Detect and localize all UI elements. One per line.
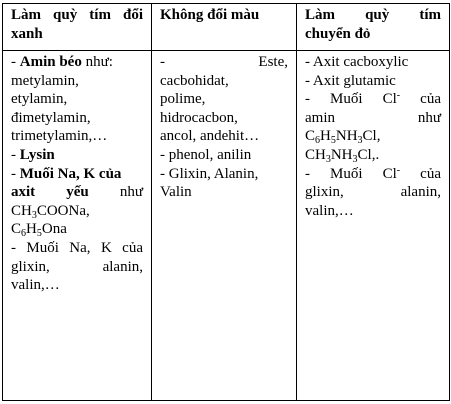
lysin-label: Lysin xyxy=(19,146,55,163)
red-formula-1: $C_6H_5NH_3Cl$, xyxy=(305,128,381,147)
amin-item: trimetylamin,… xyxy=(11,128,108,145)
header-1-line-1: Làm quỳ tím đổi xyxy=(11,7,143,23)
cl-superscript: - xyxy=(396,164,401,176)
no-change-line-6: - phenol, anilin xyxy=(160,146,252,163)
amino-salts-line-3: valin,… xyxy=(11,277,60,294)
header-turns-blue xyxy=(3,4,152,51)
salt-formula-2: $C_6H_5Ona$ xyxy=(11,221,67,240)
amin-label: Amin béo xyxy=(19,54,82,70)
no-change-line-1: - Este, xyxy=(160,54,288,70)
salts-suffix: như xyxy=(119,184,143,201)
red-muoi-line-2: amin như xyxy=(305,109,441,126)
header-no-change xyxy=(152,4,297,51)
cell-turns-blue xyxy=(3,51,152,401)
salt-formula-1: $CH_3COONa$, xyxy=(11,202,90,221)
no-change-line-3: polime, xyxy=(160,91,206,108)
red-muoi-line-1: - Muối Cl- của xyxy=(305,90,441,108)
red-formula-2: $CH_3NH_3Cl$,. xyxy=(305,146,380,165)
amin-item: đimetylamin, xyxy=(11,109,91,126)
red-muoi2-line-1: - Muối Cl- của xyxy=(305,164,441,182)
amino-salts-line-1: - Muối Na, K của xyxy=(11,239,143,256)
salts-line-1: - Muối Na, K của xyxy=(11,165,122,182)
no-change-line-2: cacbohidat, xyxy=(160,72,229,89)
cell-no-change xyxy=(152,51,297,401)
header-3-line-2: chuyển đỏ xyxy=(305,25,371,42)
no-change-line-8: Valin xyxy=(160,184,192,201)
red-line-1: - Axit cacboxylic xyxy=(305,54,409,70)
amin-suffix: như: xyxy=(85,54,113,70)
amin-item: metylamin, xyxy=(11,72,79,89)
header-3-line-1: Làm quỳ tím xyxy=(305,7,441,23)
header-2-line-1: Không đổi màu xyxy=(160,7,260,23)
header-row xyxy=(3,4,450,51)
header-turns-red xyxy=(297,4,450,51)
amin-line: - Amin béo như: xyxy=(11,54,113,70)
red-muoi2-line-3: valin,… xyxy=(305,202,354,219)
no-change-line-4: hidrocacbon, xyxy=(160,109,238,126)
lysin-line: - Lysin xyxy=(11,146,55,163)
cl-superscript: - xyxy=(396,90,401,102)
cell-turns-red xyxy=(297,51,450,401)
body-row xyxy=(3,51,450,401)
header-1-line-2: xanh xyxy=(11,25,43,42)
salts-line-2 xyxy=(11,183,143,202)
amin-item: etylamin, xyxy=(11,91,68,108)
indicator-table xyxy=(2,3,450,401)
salts-label-1: Muối Na, K của xyxy=(19,165,122,182)
red-line-2: - Axit glutamic xyxy=(305,72,396,89)
no-change-line-7: - Glixin, Alanin, xyxy=(160,165,259,182)
red-muoi2-line-2: glixin, alanin, xyxy=(305,184,441,201)
amino-salts-line-2: glixin, alanin, xyxy=(11,258,143,275)
salts-label-2: axit yếu xyxy=(11,184,89,201)
no-change-line-5: ancol, andehit… xyxy=(160,128,260,145)
